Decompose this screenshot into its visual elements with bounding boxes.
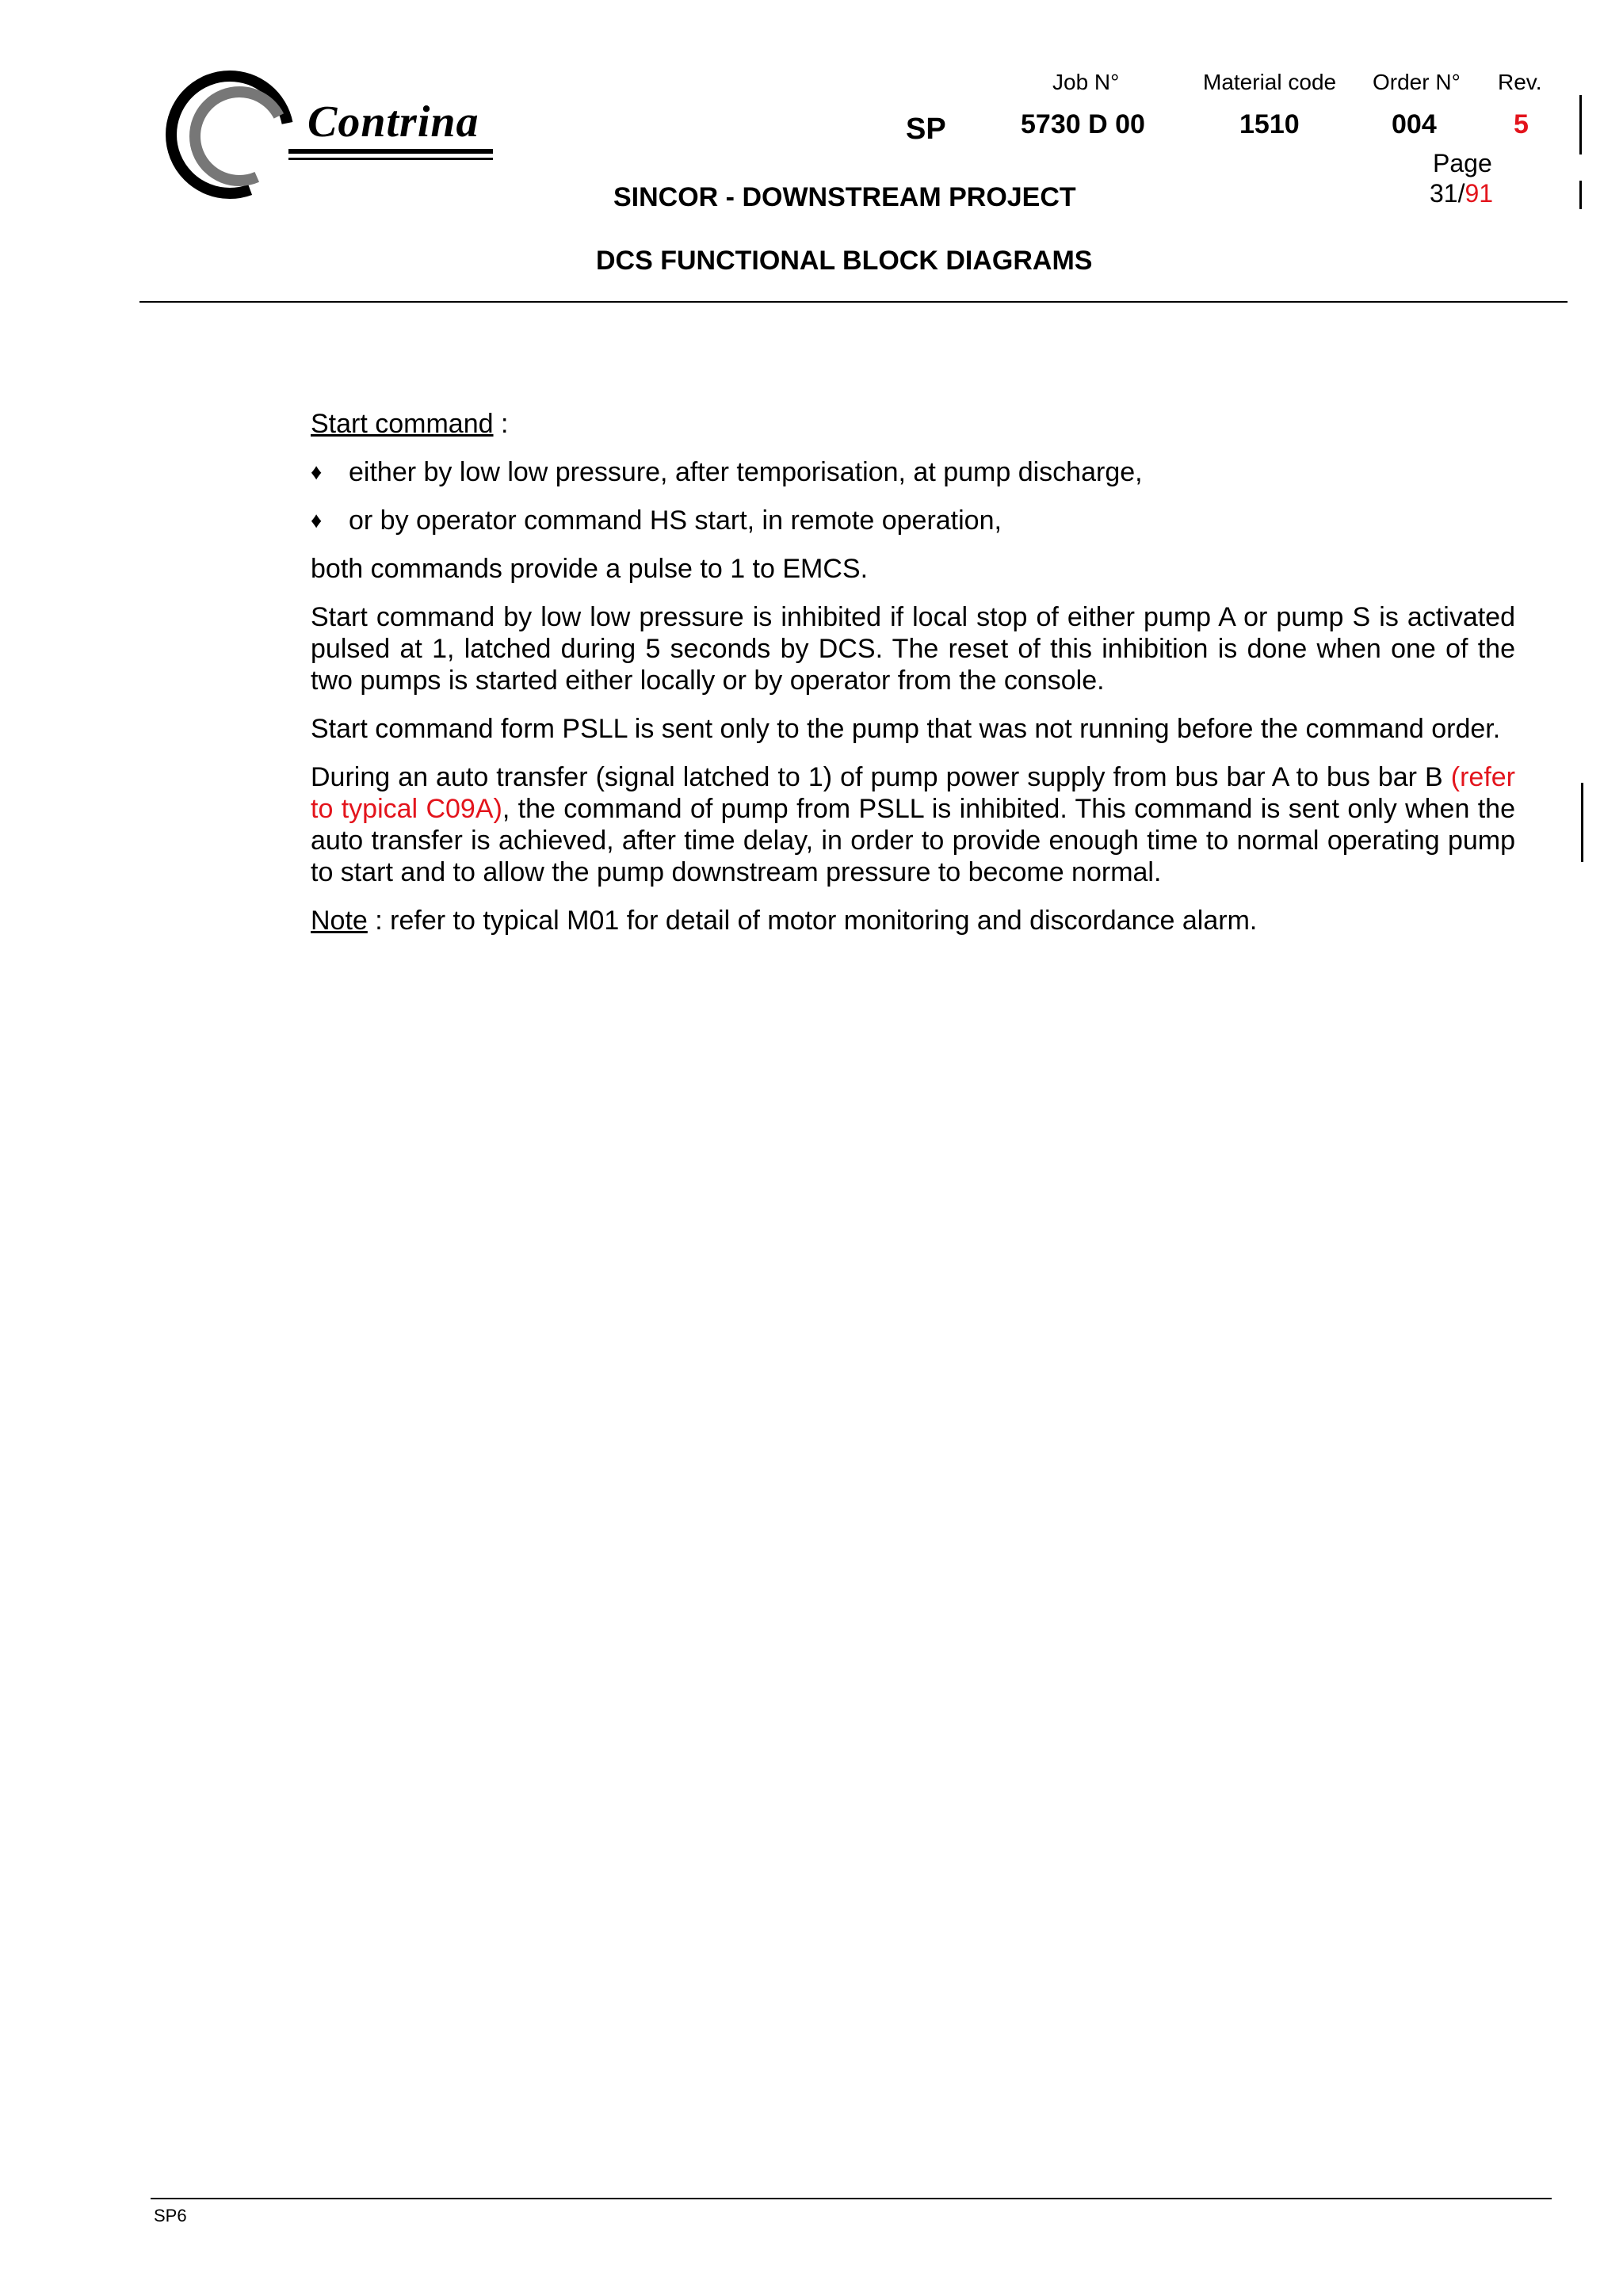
doc-type: SP bbox=[906, 113, 946, 146]
revision-number: 5 bbox=[1514, 109, 1529, 139]
paragraph-text: During an auto transfer (signal latched to 1) of pump power supply from bus bar A to bus bar B bbox=[311, 762, 1451, 792]
footer-code: SP6 bbox=[154, 2206, 187, 2225]
bullet-text: or by operator command HS start, in remote operation, bbox=[349, 505, 1002, 536]
revision-label: Rev. bbox=[1498, 70, 1542, 94]
page-total: 91 bbox=[1465, 179, 1494, 208]
page-number bbox=[1430, 179, 1493, 208]
job-number-label: Job N° bbox=[1052, 70, 1120, 94]
note bbox=[311, 905, 1515, 936]
order-number: 004 bbox=[1392, 109, 1437, 139]
start-heading-text: Start command bbox=[311, 409, 494, 439]
revision-bar bbox=[1581, 783, 1583, 862]
note-label: Note bbox=[311, 906, 368, 936]
material-code: 1510 bbox=[1239, 109, 1300, 139]
paragraph-text: , the command of pump from PSLL is inhibited. This command is sent only when the auto transfer is achieved, after time delay, in order to provide enough time to normal operating pump to start and to allow the pump downstream pressure to become normal. bbox=[311, 794, 1515, 887]
list-item bbox=[311, 505, 1515, 536]
bullet-text: either by low low pressure, after temporisation, at pump discharge, bbox=[349, 457, 1143, 487]
page-current: 31 bbox=[1430, 179, 1458, 208]
note-text: : refer to typical M01 for detail of motor monitoring and discordance alarm. bbox=[367, 906, 1258, 936]
document-body bbox=[311, 408, 1515, 953]
paragraph: Start command form PSLL is sent only to the pump that was not running before the command order. bbox=[311, 714, 1501, 744]
revision-bar bbox=[1579, 95, 1582, 154]
logo-underline bbox=[288, 149, 493, 154]
job-number: 5730 D 00 bbox=[1021, 109, 1145, 139]
list-item bbox=[311, 456, 1515, 488]
page-label: Page bbox=[1433, 149, 1492, 177]
start-command-heading bbox=[311, 408, 1515, 440]
document-title: DCS FUNCTIONAL BLOCK DIAGRAMS bbox=[596, 246, 1093, 276]
order-number-label: Order N° bbox=[1373, 70, 1461, 94]
diamond-bullet-icon: ♦ bbox=[311, 508, 323, 532]
typical-reference-link[interactable]: (refer to typical C09A) bbox=[311, 762, 1515, 824]
project-title: SINCOR - DOWNSTREAM PROJECT bbox=[613, 182, 1076, 212]
paragraph: Start command by low low pressure is inhibited if local stop of either pump A or pump S is activated pulsed at 1, latched during 5 seconds by DCS. The reset of this inhibition is done when one of the two pumps is started either locally or by operator from the console. bbox=[311, 602, 1515, 696]
paragraph: both commands provide a pulse to 1 to EMCS. bbox=[311, 554, 869, 584]
start-heading-suffix: : bbox=[493, 409, 509, 439]
header-rule bbox=[139, 301, 1568, 303]
revision-bar bbox=[1579, 181, 1582, 209]
logo-underline-thin bbox=[288, 158, 493, 160]
material-code-label: Material code bbox=[1203, 70, 1337, 94]
paragraph bbox=[311, 761, 1515, 888]
logo-text: Contrina bbox=[307, 97, 479, 147]
diamond-bullet-icon: ♦ bbox=[311, 460, 323, 484]
page-separator: / bbox=[1457, 179, 1465, 208]
footer-rule bbox=[151, 2198, 1552, 2199]
